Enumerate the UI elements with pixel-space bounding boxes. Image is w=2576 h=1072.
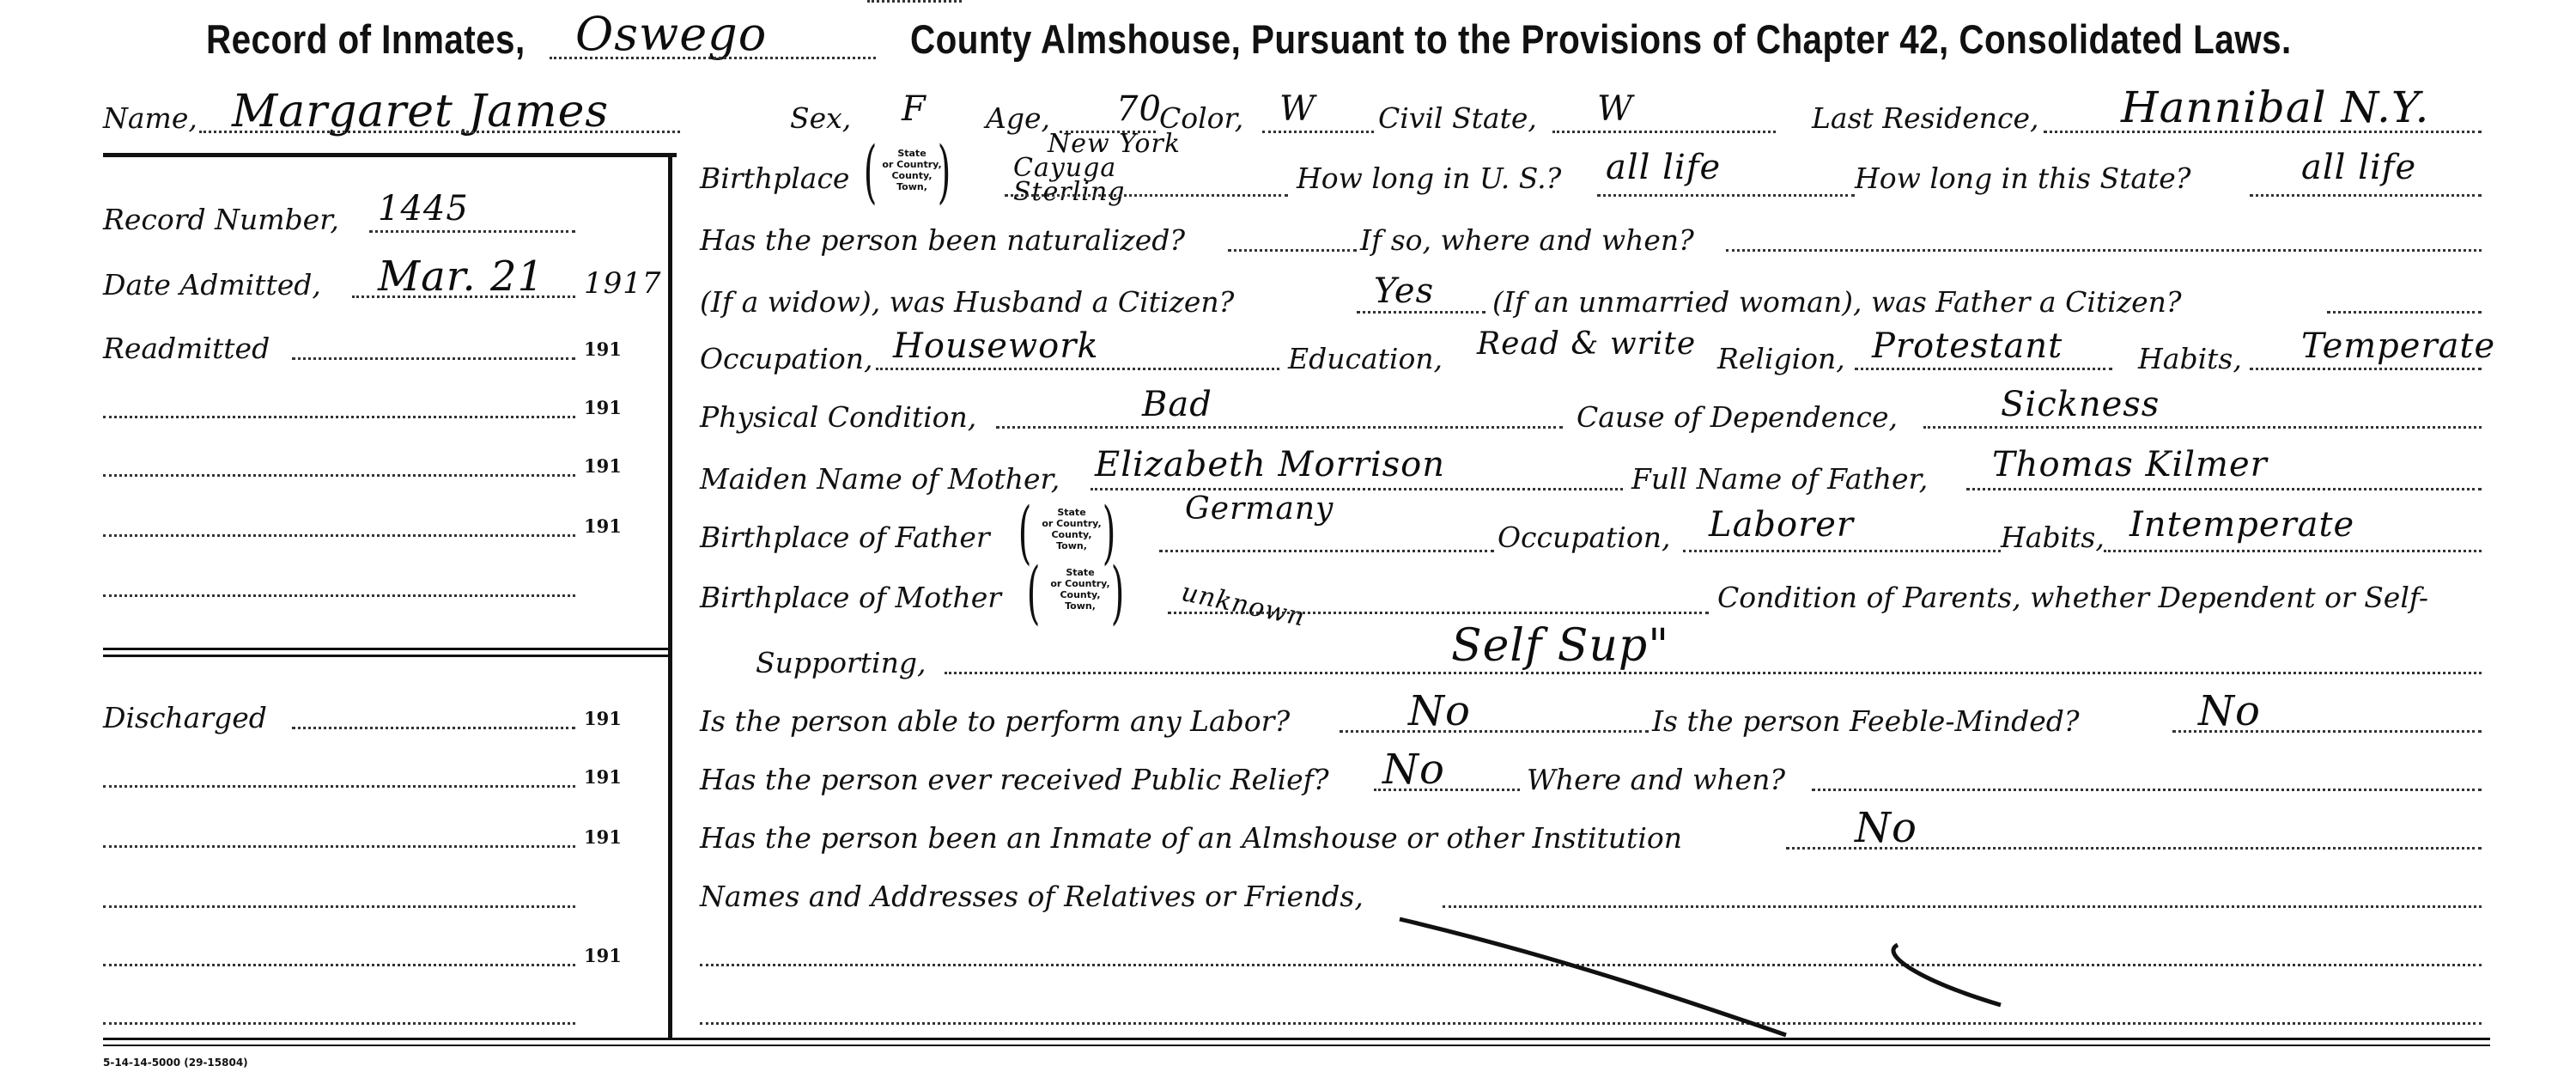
physical-condition-value: Bad <box>1142 385 1212 424</box>
habits-label: Habits, <box>2138 342 2242 375</box>
religion-value: Protestant <box>1872 326 2063 366</box>
state-duration-value: all life <box>2301 148 2417 187</box>
naturalized-where-label: If so, where and when? <box>1360 223 1694 257</box>
public-relief-value: No <box>1382 746 1445 794</box>
labor-label: Is the person able to perform any Labor? <box>700 704 1291 738</box>
age-label: Age, <box>986 101 1050 135</box>
relatives-label: Names and Addresses of Relatives or Friends, <box>700 880 1364 913</box>
birthplace-value-state: New York <box>1048 129 1181 159</box>
father-full-name-label: Full Name of Father, <box>1631 462 1929 496</box>
occupation-label: Occupation, <box>700 342 873 375</box>
father-occupation-value: Laborer <box>1709 505 1855 545</box>
form-title-suffix: County Almshouse, Pursuant to the Provisions of Chapter 42, Consolidated Laws. <box>910 16 2292 62</box>
supporting-label: Supporting, <box>756 646 927 679</box>
public-relief-label: Has the person ever received Public Relief? <box>700 763 1329 796</box>
education-value: Read & write <box>1477 326 1697 362</box>
age-value: 70 <box>1116 89 1162 129</box>
father-citizen-label: (If an unmarried woman), was Father a Citizen? <box>1492 285 2182 319</box>
name-label: Name, <box>103 101 197 135</box>
mother-birthplace-label: Birthplace of Mother <box>700 581 1001 614</box>
civil-state-label: Civil State, <box>1378 101 1537 135</box>
mother-birthplace-value: unknown <box>1178 577 1309 633</box>
father-birthplace-value: Germany <box>1185 491 1334 527</box>
education-label: Education, <box>1288 342 1443 375</box>
mother-maiden-name-value: Elizabeth Morrison <box>1095 445 1445 484</box>
state-duration-label: How long in this State? <box>1855 161 2191 195</box>
religion-label: Religion, <box>1717 342 1845 375</box>
form-title-prefix: Record of Inmates, <box>206 16 526 62</box>
year-prefix: 191 <box>584 766 622 788</box>
us-duration-value: all life <box>1606 148 1722 187</box>
father-habits-value: Intemperate <box>2129 505 2355 545</box>
county-value: Oswego <box>575 7 768 61</box>
mother-birthplace-brace: State or Country, County, Town, <box>1050 567 1110 612</box>
prior-inmate-label: Has the person been an Inmate of an Almshouse or other Institution <box>700 821 1682 855</box>
father-birthplace-brace: State or Country, County, Town, <box>1042 507 1102 551</box>
date-admitted-year: 1917 <box>584 266 662 301</box>
father-birthplace-label: Birthplace of Father <box>700 521 990 554</box>
year-prefix: 191 <box>584 945 622 966</box>
year-prefix: 191 <box>584 708 622 729</box>
cause-of-dependence-label: Cause of Dependence, <box>1577 400 1899 434</box>
supporting-value: Self Sup" <box>1451 620 1670 672</box>
birthplace-label: Birthplace <box>700 161 850 195</box>
year-prefix: 191 <box>584 455 622 477</box>
year-prefix: 191 <box>584 397 622 418</box>
name-value: Margaret James <box>232 86 610 137</box>
readmitted-label: Readmitted <box>103 332 270 365</box>
cause-of-dependence-value: Sickness <box>2001 385 2160 424</box>
civil-state-value: W <box>1597 89 1634 129</box>
mother-maiden-name-label: Maiden Name of Mother, <box>700 462 1060 496</box>
relief-where-label: Where and when? <box>1527 763 1786 796</box>
year-prefix: 191 <box>584 826 622 848</box>
year-prefix: 191 <box>584 515 622 537</box>
form-code: 5-14-14-5000 (29-15804) <box>103 1057 248 1069</box>
date-admitted-value: Mar. 21 <box>378 253 545 301</box>
last-residence-label: Last Residence, <box>1812 101 2039 135</box>
sex-label: Sex, <box>790 101 852 135</box>
labor-value: No <box>1408 687 1471 735</box>
parents-condition-label: Condition of Parents, whether Dependent or Self- <box>1717 581 2429 614</box>
physical-condition-label: Physical Condition, <box>700 400 977 434</box>
record-number-label: Record Number, <box>103 203 339 236</box>
color-value: W <box>1279 89 1316 129</box>
color-label: Color, <box>1159 101 1244 135</box>
discharged-label: Discharged <box>103 701 267 734</box>
husband-citizen-label: (If a widow), was Husband a Citizen? <box>700 285 1235 319</box>
us-duration-label: How long in U. S.? <box>1297 161 1562 195</box>
prior-inmate-value: No <box>1855 804 1917 852</box>
record-number-value: 1445 <box>378 189 469 228</box>
naturalized-label: Has the person been naturalized? <box>700 223 1186 257</box>
father-occupation-label: Occupation, <box>1498 521 1671 554</box>
father-habits-label: Habits, <box>2001 521 2105 554</box>
last-residence-value: Hannibal N.Y. <box>2121 82 2430 132</box>
husband-citizen-value: Yes <box>1374 271 1435 311</box>
birthplace-value-town: Sterling <box>1013 177 1126 207</box>
father-full-name-value: Thomas Kilmer <box>1992 445 2268 484</box>
birthplace-value-county: Cayuga <box>1013 153 1117 183</box>
birthplace-brace: State or Country, County, Town, <box>882 148 942 192</box>
date-admitted-label: Date Admitted, <box>103 268 321 302</box>
feeble-minded-value: No <box>2198 687 2261 735</box>
habits-value: Temperate <box>2301 326 2496 366</box>
year-prefix: 191 <box>584 338 622 360</box>
feeble-minded-label: Is the person Feeble-Minded? <box>1652 704 2080 738</box>
sex-value: F <box>902 89 927 129</box>
occupation-value: Housework <box>893 326 1099 366</box>
